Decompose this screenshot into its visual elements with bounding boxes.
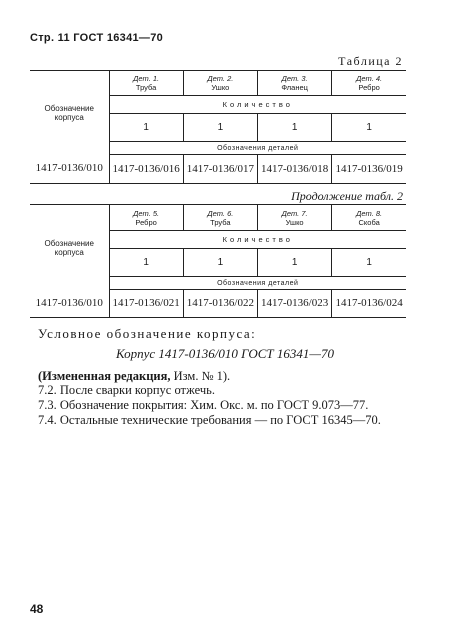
quantity-cell: 1 bbox=[183, 249, 257, 277]
quantity-cell: 1 bbox=[258, 114, 332, 142]
page-header: Стр. 11 ГОСТ 16341—70 bbox=[30, 32, 164, 44]
parts-table-1 bbox=[30, 70, 406, 184]
column-header: Дет. 8. Скоба bbox=[332, 205, 406, 231]
parts-table-2 bbox=[30, 204, 406, 318]
paragraph-7-3: 7.3. Обозначение покрытия: Хим. Окс. м. по ГОСТ 9.073—77. bbox=[38, 398, 369, 412]
column-header: Дет. 7. Ушко bbox=[258, 205, 332, 231]
part-code: 1417-0136/018 bbox=[258, 155, 332, 183]
part-code: 1417-0136/016 bbox=[109, 155, 183, 183]
column-header: Дет. 3. Фланец bbox=[258, 71, 332, 96]
quantity-cell: 1 bbox=[332, 249, 406, 277]
column-header: Дет. 2. Ушко bbox=[183, 71, 257, 96]
parts-header: Обозначения деталей bbox=[109, 142, 406, 155]
part-code: 1417-0136/017 bbox=[183, 155, 257, 183]
paragraph-7-4: 7.4. Остальные технические требования — по ГОСТ 16345—70. bbox=[38, 413, 381, 427]
part-code: 1417-0136/021 bbox=[109, 290, 183, 317]
quantity-cell: 1 bbox=[183, 114, 257, 142]
row-header: Обозначение корпуса bbox=[30, 205, 109, 291]
quantity-header: Количество bbox=[109, 231, 406, 249]
column-header: Дет. 1. Труба bbox=[109, 71, 183, 96]
designation-example: Корпус 1417-0136/010 ГОСТ 16341—70 bbox=[116, 346, 334, 361]
column-header: Дет. 4. Ребро bbox=[332, 71, 406, 96]
table-caption: Таблица 2 bbox=[338, 54, 403, 68]
quantity-cell: 1 bbox=[332, 114, 406, 142]
column-header: Дет. 6. Труба bbox=[183, 205, 257, 231]
quantity-cell: 1 bbox=[109, 249, 183, 277]
body-code: 1417-0136/010 bbox=[30, 290, 109, 317]
part-code: 1417-0136/019 bbox=[332, 155, 406, 183]
column-header: Дет. 5. Ребро bbox=[109, 205, 183, 231]
quantity-header: Количество bbox=[109, 96, 406, 114]
change-note: (Измененная редакция, Изм. № 1). bbox=[38, 369, 231, 383]
parts-header: Обозначения деталей bbox=[109, 277, 406, 290]
part-code: 1417-0136/022 bbox=[183, 290, 257, 317]
quantity-cell: 1 bbox=[258, 249, 332, 277]
part-code: 1417-0136/024 bbox=[332, 290, 406, 317]
table-continuation-caption: Продолжение табл. 2 bbox=[291, 189, 403, 203]
paragraph-7-2: 7.2. После сварки корпус отжечь. bbox=[38, 383, 215, 397]
body-code: 1417-0136/010 bbox=[30, 155, 109, 183]
quantity-cell: 1 bbox=[109, 114, 183, 142]
page-number: 48 bbox=[30, 602, 44, 616]
designation-title: Условное обозначение корпуса: bbox=[38, 326, 257, 341]
row-header: Обозначение корпуса bbox=[30, 71, 109, 156]
part-code: 1417-0136/023 bbox=[258, 290, 332, 317]
